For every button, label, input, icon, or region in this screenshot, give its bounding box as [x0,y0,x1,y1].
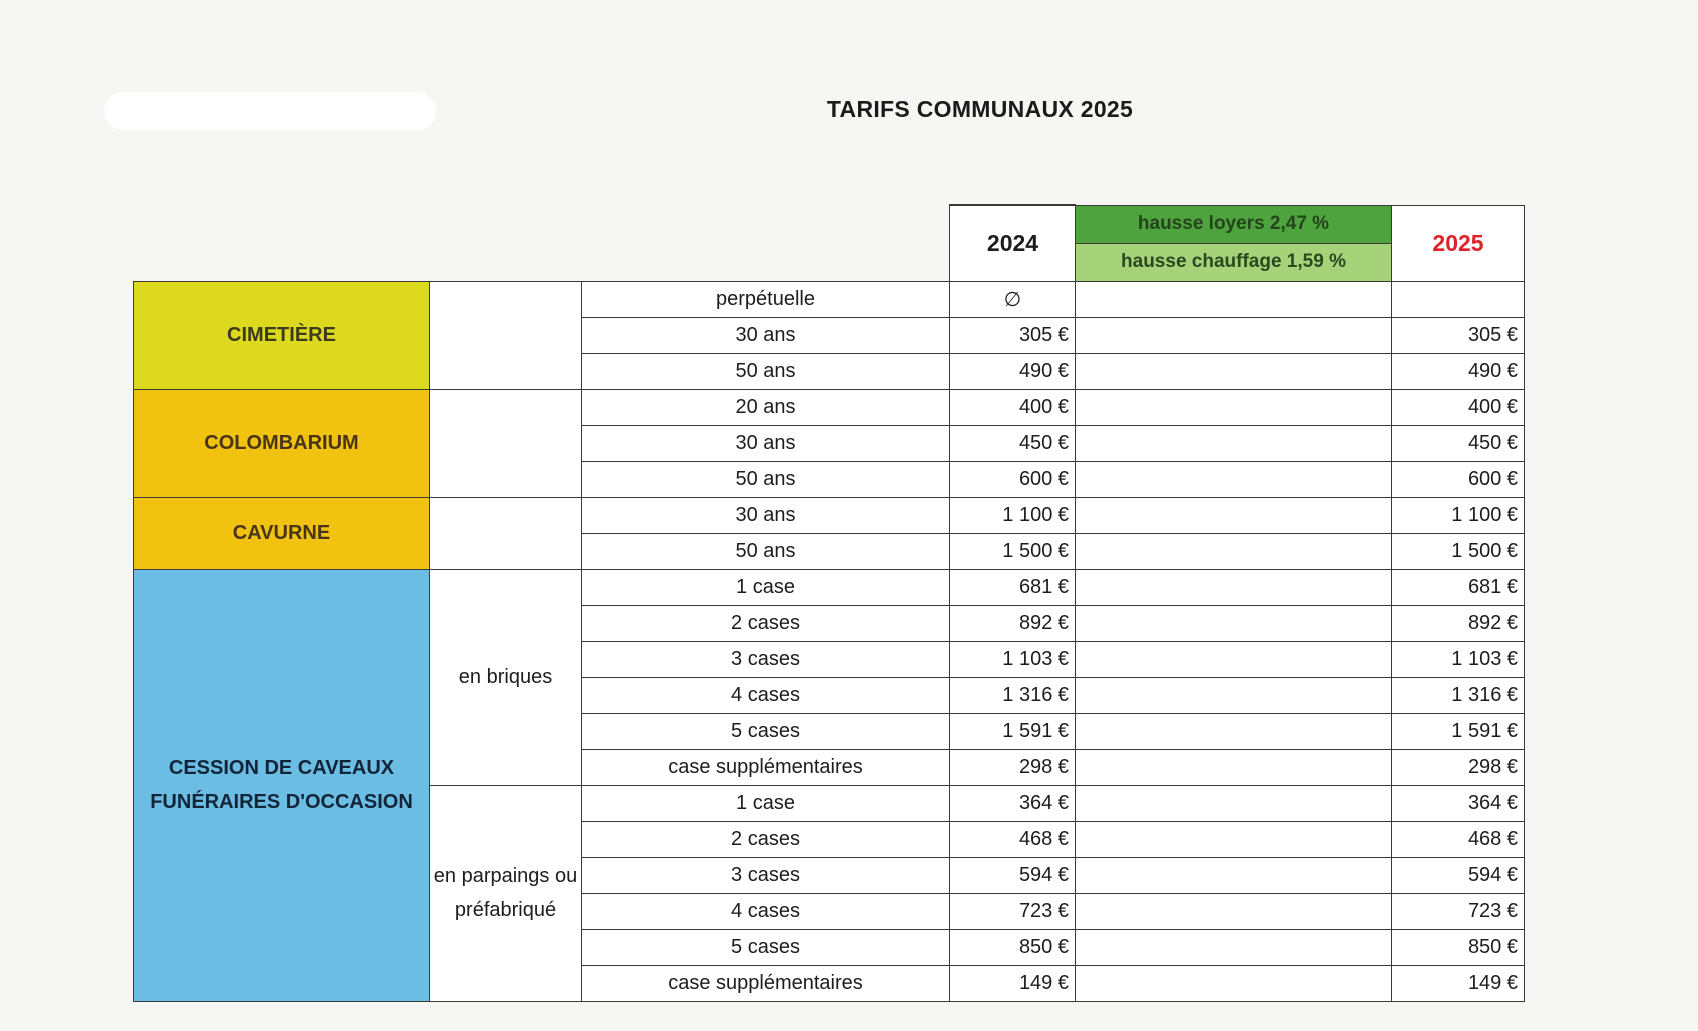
table-row [134,281,1525,317]
hausse-cell [1076,821,1392,857]
hausse-cell [1076,461,1392,497]
column-header-hausse-chauffage: hausse chauffage 1,59 % [1076,243,1392,281]
duration-label: 2 cases [582,821,950,857]
hausse-cell [1076,857,1392,893]
duration-label: 50 ans [582,353,950,389]
hausse-cell [1076,893,1392,929]
duration-label: 50 ans [582,461,950,497]
price-2024: 892 € [950,605,1076,641]
column-header-2024: 2024 [950,205,1076,281]
hausse-cell [1076,605,1392,641]
table-row [134,569,1525,605]
table-row [134,389,1525,425]
price-2024: 468 € [950,821,1076,857]
hausse-cell [1076,533,1392,569]
column-header-2025: 2025 [1392,205,1525,281]
subcategory-empty [430,281,582,389]
column-header-hausse-loyers: hausse loyers 2,47 % [1076,205,1392,243]
duration-label: 2 cases [582,605,950,641]
price-2024: 400 € [950,389,1076,425]
price-2025: 364 € [1392,785,1525,821]
duration-label: case supplémentaires [582,749,950,785]
price-2025: 723 € [1392,893,1525,929]
duration-label: 20 ans [582,389,950,425]
category-cession: CESSION DE CAVEAUX FUNÉRAIRES D'OCCASION [134,569,430,1001]
price-2024: 1 316 € [950,677,1076,713]
price-2025: 1 100 € [1392,497,1525,533]
duration-label: case supplémentaires [582,965,950,1001]
price-2024: 723 € [950,893,1076,929]
price-2025: 305 € [1392,317,1525,353]
duration-label: 30 ans [582,317,950,353]
duration-label: 5 cases [582,929,950,965]
price-2025: 681 € [1392,569,1525,605]
hausse-cell [1076,749,1392,785]
price-2025: 1 103 € [1392,641,1525,677]
price-2025: 400 € [1392,389,1525,425]
duration-label: 30 ans [582,497,950,533]
category-cimetiere: CIMETIÈRE [134,281,430,389]
subcategory-briques: en briques [430,569,582,785]
hausse-cell [1076,965,1392,1001]
price-2025: 850 € [1392,929,1525,965]
category-colombarium: COLOMBARIUM [134,389,430,497]
price-2024: ∅ [950,281,1076,317]
price-2025: 600 € [1392,461,1525,497]
hausse-cell [1076,785,1392,821]
page-title: TARIFS COMMUNAUX 2025 [826,96,1134,122]
price-2025: 149 € [1392,965,1525,1001]
price-2025: 1 591 € [1392,713,1525,749]
duration-label: 1 case [582,785,950,821]
price-2024: 1 591 € [950,713,1076,749]
duration-label: 50 ans [582,533,950,569]
hausse-cell [1076,389,1392,425]
duration-label: perpétuelle [582,281,950,317]
subcategory-empty [430,497,582,569]
category-cavurne: CAVURNE [134,497,430,569]
hausse-cell [1076,677,1392,713]
price-2025: 892 € [1392,605,1525,641]
duration-label: 30 ans [582,425,950,461]
price-2024: 600 € [950,461,1076,497]
price-2025: 450 € [1392,425,1525,461]
subcategory-empty [430,389,582,497]
price-2025: 1 316 € [1392,677,1525,713]
price-2025: 298 € [1392,749,1525,785]
price-2025: 490 € [1392,353,1525,389]
price-2024: 490 € [950,353,1076,389]
header-spacer [134,205,950,281]
price-2024: 305 € [950,317,1076,353]
hausse-cell [1076,425,1392,461]
hausse-cell [1076,929,1392,965]
duration-label: 3 cases [582,857,950,893]
duration-label: 5 cases [582,713,950,749]
price-2024: 149 € [950,965,1076,1001]
price-2024: 1 500 € [950,533,1076,569]
hausse-cell [1076,317,1392,353]
tarifs-table [133,204,1525,1002]
price-2024: 364 € [950,785,1076,821]
price-2024: 450 € [950,425,1076,461]
duration-label: 3 cases [582,641,950,677]
duration-label: 4 cases [582,677,950,713]
hausse-cell [1076,497,1392,533]
hausse-cell [1076,713,1392,749]
hausse-cell [1076,641,1392,677]
price-2025: 594 € [1392,857,1525,893]
hausse-cell [1076,353,1392,389]
price-2024: 1 100 € [950,497,1076,533]
duration-label: 4 cases [582,893,950,929]
price-2024: 298 € [950,749,1076,785]
table-row [134,497,1525,533]
price-2024: 681 € [950,569,1076,605]
price-2025 [1392,281,1525,317]
header-row-1 [134,205,1525,243]
duration-label: 1 case [582,569,950,605]
hausse-cell [1076,569,1392,605]
price-2025: 1 500 € [1392,533,1525,569]
hausse-cell [1076,281,1392,317]
price-2024: 850 € [950,929,1076,965]
price-2024: 594 € [950,857,1076,893]
price-2025: 468 € [1392,821,1525,857]
price-2024: 1 103 € [950,641,1076,677]
subcategory-parpaings: en parpaings ou préfabriqué [430,785,582,1001]
